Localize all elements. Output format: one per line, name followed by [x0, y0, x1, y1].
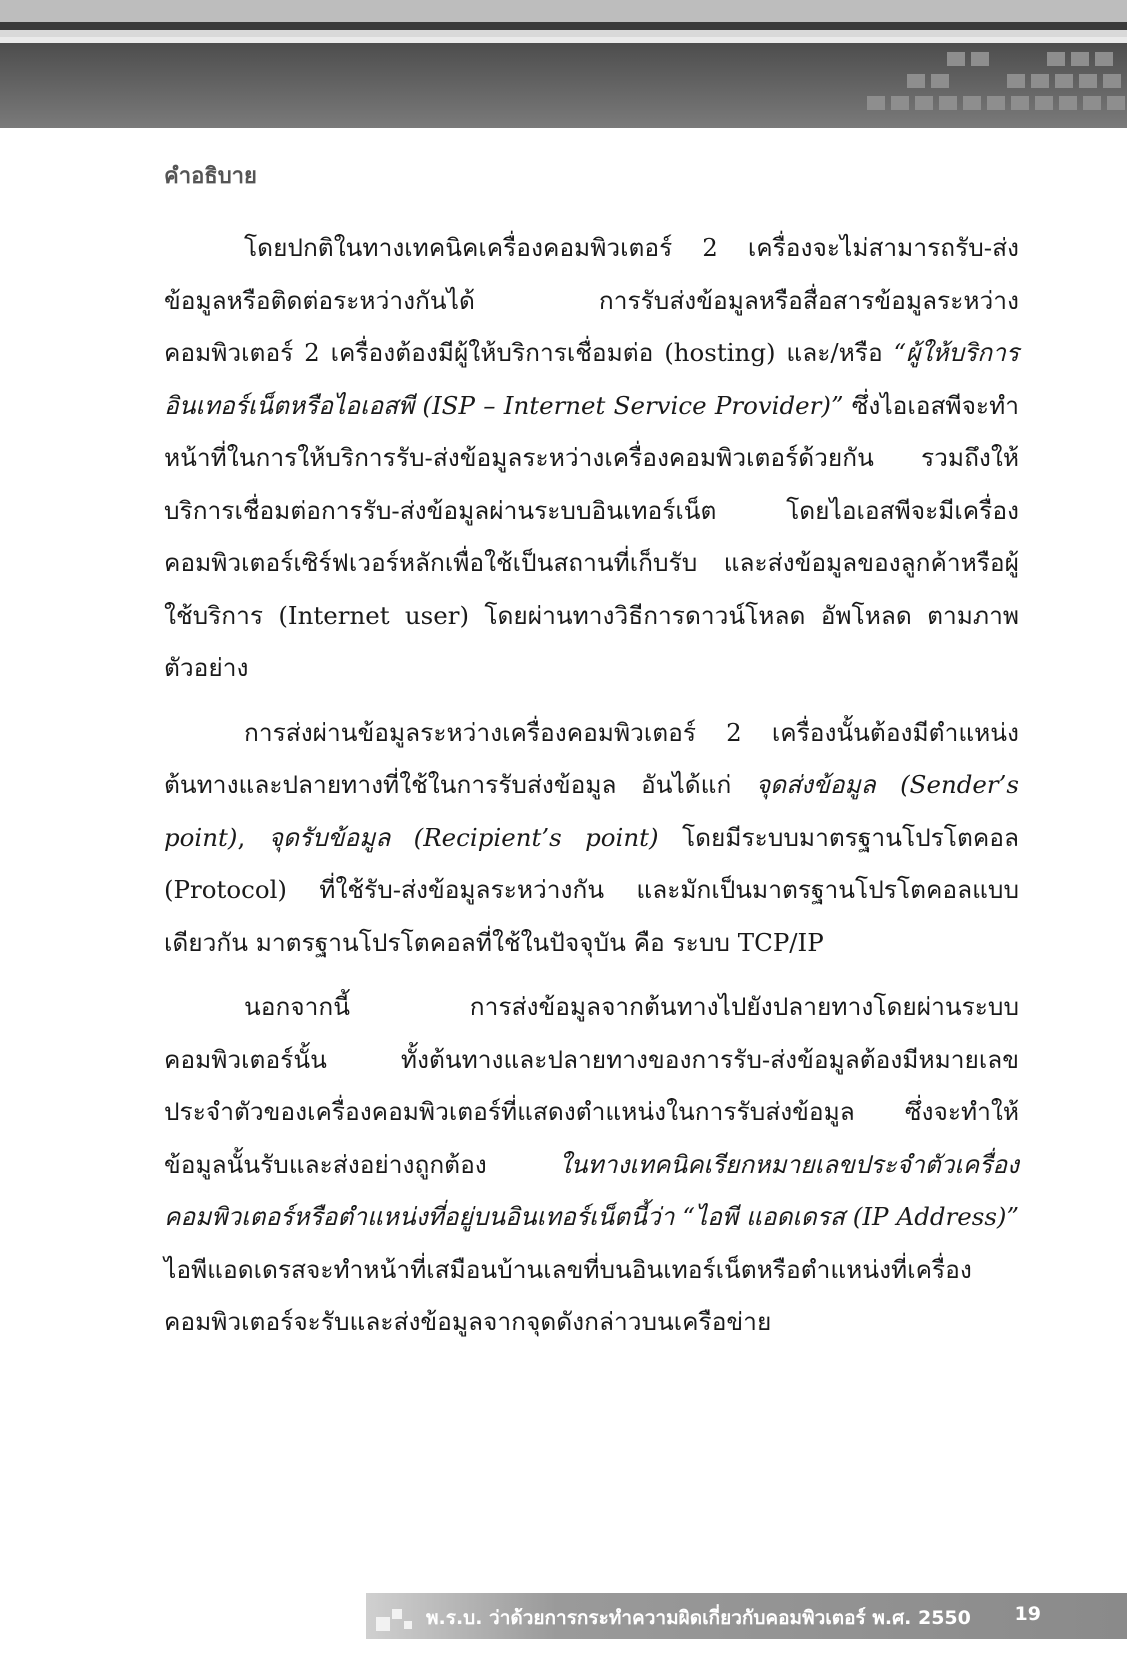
footer-bar [366, 1593, 1127, 1639]
footer-title: พ.ร.บ. ว่าด้วยการกระทำความผิดเกี่ยวกับคอมพิวเตอร์ พ.ศ. 2550 [426, 1607, 971, 1629]
header-rule [0, 37, 1127, 43]
paragraph-2-intro: การส่งผ่านข้อมูลระหว่างเครื่องคอมพิวเตอร์ 2 เครื่องนั้นต้องมีตำแหน่งต้นทางและปลายทางที่ใช้ในการรับส่งข้อมูล อันได้แก่ [164, 717, 1019, 799]
paragraph-3-intro: นอกจากนี้ การส่งข้อมูลจากต้นทางไปยังปลายทางโดยผ่านระบบคอมพิวเตอร์นั้น ทั้งต้นทางและปลายทางของการรับ-ส่งข้อมูลต้องมีหมายเลขประจำตัวของเครื่องคอมพิวเตอร์ที่แสดงตำแหน่งในการรับส่งข้อมูล ซึ่งจะทำให้ข้อมูลนั้นรับและส่งอย่างถูกต้อง [164, 992, 1019, 1179]
paragraph-1-intro: โดยปกติในทางเทคนิคเครื่องคอมพิวเตอร์ 2 เครื่องจะไม่สามารถรับ-ส่งข้อมูลหรือติดต่อระหว่างกันได้ การรับส่งข้อมูลหรือสื่อสารข้อมูลระหว่างคอมพิวเตอร์ 2 เครื่องต้องมีผู้ให้บริการเชื่อมต่อ (hosting) และ/หรือ [164, 233, 1019, 367]
paragraph-3-italic-term: ในทางเทคนิคเรียกหมายเลขประจำตัวเครื่องคอมพิวเตอร์หรือตำแหน่งที่อยู่บนอินเทอร์เน็ตนี้ว่า “ไอพี แอดเดรส (IP Address)” [164, 1149, 1019, 1231]
paragraph-2-italic-sender: จุดส่งข้อมูล (Sender’s point) [164, 770, 1019, 852]
page-number: 19 [1014, 1603, 1041, 1625]
footer-square-icon [376, 1603, 416, 1631]
paragraph-2-italic-recipient: จุดรับข้อมูล (Recipient’s point) [268, 822, 659, 852]
paragraph-3-rest: ไอพีแอดเดรสจะทำหน้าที่เสมือนบ้านเลขที่บนอินเทอร์เน็ตหรือตำแหน่งที่เครื่องคอมพิวเตอร์จะรับและส่งข้อมูลจากจุดดังกล่าวบนเครือข่าย [164, 1254, 972, 1336]
paragraph-2-rest: โดยมีระบบมาตรฐานโปรโตคอล (Protocol) ที่ใช้รับ-ส่งข้อมูลระหว่างกัน และมักเป็นมาตรฐานโปรโตคอลแบบเดียวกัน มาตรฐานโปรโตคอลที่ใช้ในปัจจุบัน คือ ระบบ TCP/IP [164, 822, 1019, 957]
paragraph-2 [164, 707, 1019, 970]
paragraph-3 [164, 981, 1019, 1349]
header-square-pattern [767, 48, 1127, 120]
paragraph-1-rest: ซึ่งไอเอสพีจะทำหน้าที่ในการให้บริการรับ-ส่งข้อมูลระหว่างเครื่องคอมพิวเตอร์ด้วยกัน รวมถึงให้บริการเชื่อมต่อการรับ-ส่งข้อมูลผ่านระบบอินเทอร์เน็ต โดยไอเอสพีจะมีเครื่องคอมพิวเตอร์เซิร์ฟเวอร์หลักเพื่อใช้เป็นสถานที่เก็บรับ และส่งข้อมูลของลูกค้าหรือผู้ใช้บริการ (Internet user) โดยผ่านทางวิธีการดาวน์โหลด อัพโหลด ตามภาพตัวอย่าง [164, 390, 1019, 682]
header-band [0, 0, 1127, 128]
section-title: คำอธิบาย [164, 164, 257, 189]
body-text [164, 222, 1019, 1361]
paragraph-2-comma: , [237, 822, 269, 852]
paragraph-1 [164, 222, 1019, 695]
paragraph-1-italic-term: “ผู้ให้บริการอินเทอร์เน็ตหรือไอเอสพี (ISP – Internet Service Provider)” [164, 338, 1019, 420]
